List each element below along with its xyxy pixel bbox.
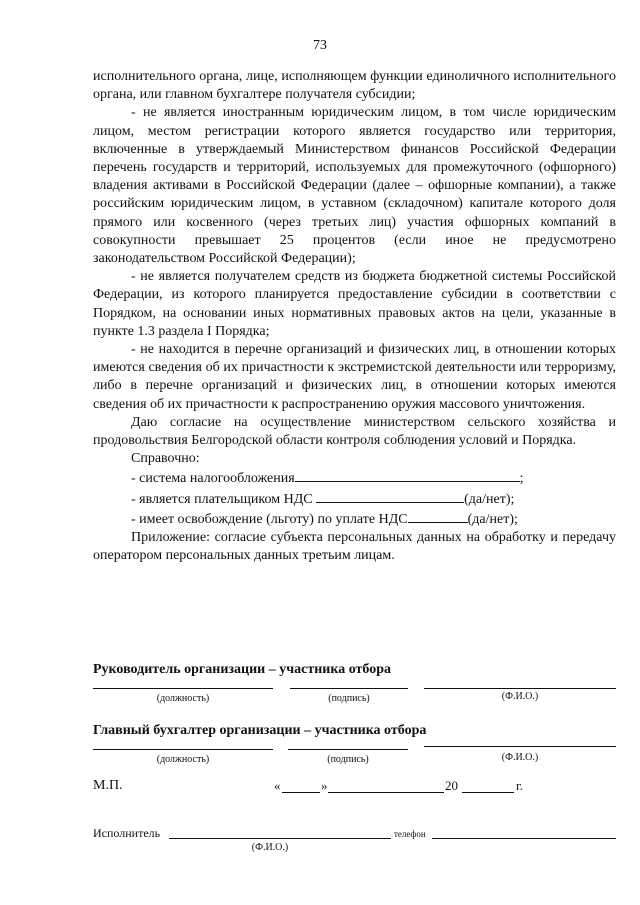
accountant-position-line[interactable] xyxy=(93,749,273,750)
head-position-line[interactable] xyxy=(93,688,273,689)
date-open-quote: « xyxy=(274,778,281,793)
vat-exempt-line xyxy=(131,509,616,529)
date-year-field[interactable] xyxy=(462,792,514,793)
vat-payer-line xyxy=(131,489,616,509)
paragraph-4: - не находится в перечне организаций и физических лиц, в отношении которых имеются сведения об их причастности к экстремистской деятельности или терроризму, либо в перечне организаций и физических лиц, в отношении которых имеются сведения об их причастности к распространению оружия массового уничтожения. xyxy=(93,342,616,412)
executor-phone-line[interactable] xyxy=(432,838,616,839)
accountant-name-caption: (Ф.И.О.) xyxy=(501,752,539,763)
tax-system-field[interactable] xyxy=(295,468,520,482)
head-name-caption: (Ф.И.О.) xyxy=(501,691,539,702)
stamp-place: М.П. xyxy=(93,778,123,793)
vat-payer-field[interactable] xyxy=(316,489,464,503)
tax-system-line xyxy=(131,468,616,488)
vat-exempt-suffix: (да/нет); xyxy=(467,511,518,527)
date-year-suffix: г. xyxy=(516,778,524,793)
executor-label: Исполнитель xyxy=(93,826,161,840)
reference-block xyxy=(131,450,616,529)
date-year-prefix: 20 xyxy=(445,778,458,793)
vat-payer-label: - является плательщиком НДС xyxy=(131,491,313,507)
paragraph-1: исполнительного органа, лице, исполняющем функции единоличного исполнительного органа, или главном бухгалтере получателя субсидии; xyxy=(93,69,616,103)
date-month-field[interactable] xyxy=(328,792,444,793)
vat-payer-suffix: (да/нет); xyxy=(464,491,515,507)
executor-name-line[interactable] xyxy=(169,838,391,839)
head-signature-line[interactable] xyxy=(290,688,408,689)
executor-name-caption: (Ф.И.О.) xyxy=(251,842,289,853)
head-signature-caption: (подпись) xyxy=(328,693,370,704)
document-body xyxy=(93,68,616,565)
tax-system-label: - система налогообложения xyxy=(131,471,295,487)
head-name-line[interactable] xyxy=(424,688,616,689)
page-number: 73 xyxy=(313,38,327,53)
appendix-text: Приложение: согласие субъекта персональных данных на обработку и передачу оператором персональных данных третьим лицам. xyxy=(93,530,616,564)
head-position-caption: (должность) xyxy=(156,693,210,704)
date-close-quote: » xyxy=(321,778,328,793)
accountant-signature-title: Главный бухгалтер организации – участника отбора xyxy=(93,723,427,738)
reference-title: Справочно: xyxy=(131,451,200,467)
tax-system-suffix: ; xyxy=(519,471,524,487)
date-day-field[interactable] xyxy=(282,792,320,793)
paragraph-5: Даю согласие на осуществление министерством сельского хозяйства и продовольствия Белгородской области контроля соблюдения условий и Порядка. xyxy=(93,414,616,449)
vat-exempt-field[interactable] xyxy=(408,509,468,523)
accountant-signature-line[interactable] xyxy=(288,749,408,750)
accountant-position-caption: (должность) xyxy=(156,754,210,765)
paragraph-2: - не является иностранным юридическим лицом, в том числе юридическим лицом, местом регистрации которого является государство или территория, включенные в утверждаемый Министерством финансов Российской Федерации перечень государств и территорий, используемых для промежуточного (офшорного) владения активами в Российской Федерации (далее – офшорные компании), а также российским юридическим лицом, в уставном (складочном) капитале которого доля прямого или косвенного (через третьих лиц) участия офшорных компаний в совокупности превышает 25 процентов (если иное не предусмотрено законодательством Российской Федерации); xyxy=(93,105,616,267)
executor-phone-label: телефон xyxy=(394,829,426,839)
head-signature-title: Руководитель организации – участника отбора xyxy=(93,662,392,677)
accountant-name-line[interactable] xyxy=(424,746,616,747)
paragraph-3: - не является получателем средств из бюджета бюджетной системы Российской Федерации, из которого планируется предоставление субсидии в соответствии с Порядком, на основании иных нормативных правовых актов на цели, указанные в пункте 1.3 раздела I Порядка; xyxy=(93,269,616,339)
vat-exempt-label: - имеет освобождение (льготу) по уплате НДС xyxy=(131,511,408,527)
accountant-signature-caption: (подпись) xyxy=(327,754,369,765)
